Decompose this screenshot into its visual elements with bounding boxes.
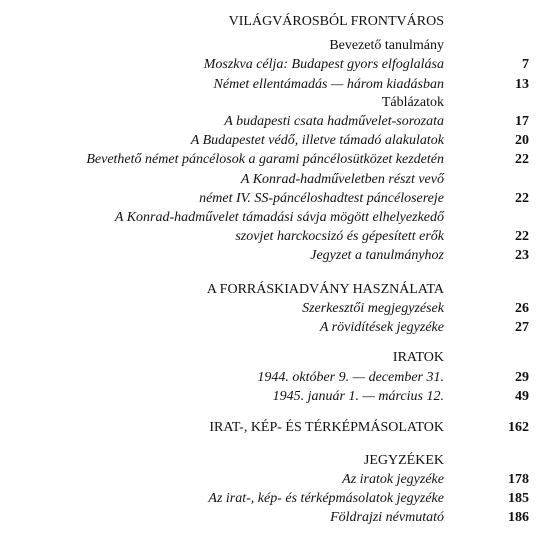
entry-title: Német ellentámadás — három kiadásban bbox=[213, 77, 444, 92]
page-number: 49 bbox=[515, 389, 529, 404]
toc-entry bbox=[0, 368, 554, 387]
page-number: 178 bbox=[508, 472, 529, 487]
entry-title: Moszkva célja: Budapest gyors elfoglalása bbox=[203, 57, 444, 72]
entry-title: A Konrad-hadműveletben részt vevő bbox=[240, 172, 444, 187]
section-heading: VILÁGVÁROSBÓL FRONTVÁROS bbox=[228, 14, 444, 29]
toc-entry bbox=[0, 150, 554, 169]
entry-title: német IV. SS-páncéloshadtest páncélosereje bbox=[199, 191, 444, 206]
page-number: 20 bbox=[515, 133, 529, 148]
section-heading: IRATOK bbox=[392, 350, 444, 365]
section-heading: A FORRÁSKIADVÁNY HASZNÁLATA bbox=[206, 282, 444, 297]
page-number: 7 bbox=[522, 57, 529, 72]
toc-entry bbox=[0, 280, 554, 299]
toc-entry bbox=[0, 208, 554, 227]
toc-entry bbox=[0, 387, 554, 406]
entry-title: Bevethető német páncélosok a garami páncélosütközet kezdetén bbox=[86, 152, 444, 167]
entry-title: 1944. október 9. — december 31. bbox=[257, 370, 444, 385]
toc-entry bbox=[0, 55, 554, 74]
toc-entry bbox=[0, 246, 554, 265]
toc-entry bbox=[0, 299, 554, 318]
entry-title: A budapesti csata hadművelet-sorozata bbox=[224, 114, 444, 129]
page-number: 186 bbox=[508, 510, 529, 525]
section-heading: IRAT-, KÉP- ÉS TÉRKÉPMÁSOLATOK bbox=[209, 420, 444, 435]
toc-entry bbox=[0, 170, 554, 189]
entry-title: Az iratok jegyzéke bbox=[342, 472, 444, 487]
entry-title: Jegyzet a tanulmányhoz bbox=[310, 248, 444, 263]
page-number: 22 bbox=[515, 229, 529, 244]
subsection-heading: Táblázatok bbox=[381, 95, 444, 110]
page-number: 29 bbox=[515, 370, 529, 385]
toc-entry bbox=[0, 418, 554, 437]
toc-entry bbox=[0, 12, 554, 31]
page-number: 162 bbox=[508, 420, 529, 435]
page-number: 22 bbox=[515, 152, 529, 167]
page-number: 26 bbox=[515, 301, 529, 316]
toc-entry bbox=[0, 489, 554, 508]
toc-entry bbox=[0, 227, 554, 246]
toc-entry bbox=[0, 36, 554, 55]
toc-entry bbox=[0, 348, 554, 367]
toc-entry bbox=[0, 112, 554, 131]
page-number: 17 bbox=[515, 114, 529, 129]
page-number: 185 bbox=[508, 491, 529, 506]
toc-entry bbox=[0, 75, 554, 94]
entry-title: szovjet harckocsizó és gépesített erők bbox=[235, 229, 444, 244]
entry-title: Az irat-, kép- és térképmásolatok jegyzéke bbox=[208, 491, 444, 506]
section-heading: JEGYZÉKEK bbox=[363, 453, 444, 468]
entry-title: 1945. január 1. — március 12. bbox=[272, 389, 444, 404]
entry-title: A Konrad-hadművelet támadási sávja mögött elhelyezkedő bbox=[114, 210, 444, 225]
entry-title: A Budapestet védő, illetve támadó alakulatok bbox=[190, 133, 444, 148]
toc-entry bbox=[0, 189, 554, 208]
toc-entry bbox=[0, 470, 554, 489]
toc-entry bbox=[0, 451, 554, 470]
toc-entry bbox=[0, 131, 554, 150]
toc-entry bbox=[0, 93, 554, 112]
toc-entry bbox=[0, 318, 554, 337]
entry-title: Szerkesztői megjegyzések bbox=[302, 301, 444, 316]
entry-title: Földrajzi névmutató bbox=[330, 510, 444, 525]
entry-title: A rövidítések jegyzéke bbox=[319, 320, 444, 335]
page-number: 13 bbox=[515, 77, 529, 92]
page-number: 23 bbox=[515, 248, 529, 263]
subsection-heading: Bevezető tanulmány bbox=[329, 38, 444, 53]
toc-entry bbox=[0, 508, 554, 527]
page-number: 22 bbox=[515, 191, 529, 206]
page-number: 27 bbox=[515, 320, 529, 335]
